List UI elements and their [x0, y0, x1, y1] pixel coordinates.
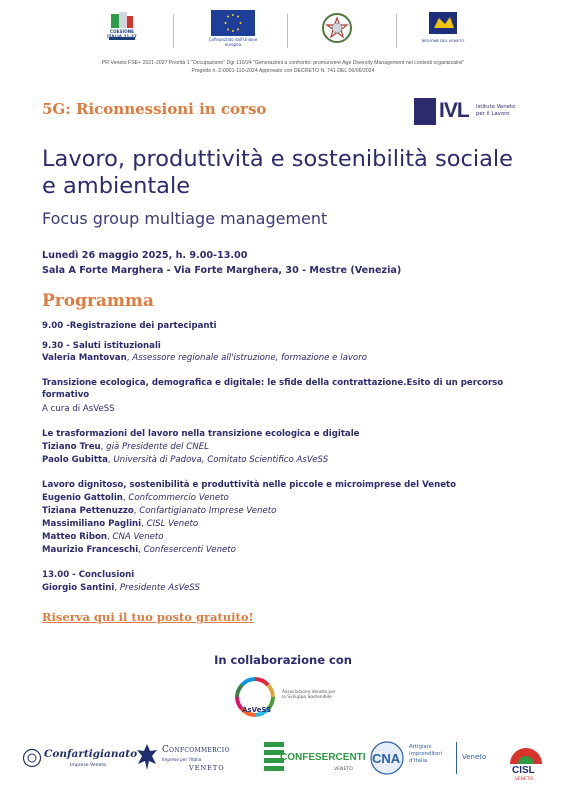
speaker: Giorgio Santini, Presidente AsVeSS: [42, 583, 200, 593]
confartigianato-sub: Imprese Veneto: [70, 763, 107, 768]
eu-text: Cofinanziato dall'Unione europea: [208, 37, 258, 47]
speaker: Tiziano Treu, già Presidente del CNEL: [42, 442, 209, 452]
asvess-name: AsVeSS: [242, 706, 272, 714]
header-divider: [173, 14, 174, 48]
program-item: [42, 377, 503, 389]
program-heading: Programma: [42, 291, 154, 311]
event-when: [42, 248, 401, 278]
cisl-name: CISL: [512, 765, 535, 776]
header-divider: [396, 14, 397, 48]
confcommercio-name: Confcommercio: [162, 745, 230, 755]
speaker-name: Tiziana Pettenuzzo: [42, 506, 134, 516]
item-text: Le trasformazioni del lavoro nella transizione ecologica e digitale: [42, 429, 360, 439]
confcommercio-sub: Imprese per l'Italia: [162, 757, 202, 762]
speaker-role: CNA Veneto: [112, 532, 164, 542]
item-text: Lavoro dignitoso, sostenibilità e produttività nelle piccole e microimprese del Veneto: [42, 480, 457, 490]
regione-veneto-logo: [421, 10, 465, 48]
ivl-logo-mark: IVL: [439, 99, 469, 122]
speaker-name: Matteo Ribon: [42, 532, 108, 542]
coesione-text: COESIONE ITALIA 21-27: [107, 29, 137, 39]
confesercenti-sub: VENETO: [334, 767, 353, 772]
speaker-role: Presidente AsVeSS: [119, 583, 200, 593]
cna-sub: Artigiani Imprenditori d'Italia: [409, 744, 443, 764]
coesione-italia-logo: [103, 10, 141, 48]
confartigianato-logo: [22, 746, 138, 774]
program-item: [42, 320, 217, 332]
reserve-link-text[interactable]: Riserva qui il tuo posto gratuito: [42, 610, 249, 624]
item-text: 9.30 - Saluti istituzionali: [42, 341, 161, 351]
cna-logo: [368, 740, 498, 778]
cna-region: Veneto: [462, 753, 487, 761]
veneto-text: REGIONE DEL VENETO: [421, 38, 465, 43]
program-item: [42, 340, 161, 352]
series-title: 5G: Riconnessioni in corso: [42, 100, 267, 118]
confesercenti-name: CONFESERCENTI: [280, 752, 366, 763]
cna-divider: [456, 742, 457, 774]
cisl-sub: VENETO: [515, 777, 533, 782]
confartigianato-name: Confartigianato: [44, 748, 138, 760]
collaboration-heading: In collaborazione con: [214, 653, 352, 667]
speaker: Eugenio Gattolin, Confcommercio Veneto: [42, 493, 229, 503]
speaker-role: Confartigianato Imprese Veneto: [139, 506, 277, 516]
eu-flag-logo: [208, 10, 258, 48]
speaker: Valeria Mantovan, Assessore regionale all'istruzione, formazione e lavoro: [42, 353, 367, 363]
speaker: Massimiliano Paglini, CISL Veneto: [42, 519, 199, 529]
speaker-name: Paolo Gubitta: [42, 455, 108, 465]
ivl-logo: [414, 98, 524, 125]
speaker-name: Maurizio Franceschi: [42, 545, 139, 555]
program-item: [42, 569, 134, 581]
confcommercio-region: VENETO: [189, 764, 225, 772]
program-item: [42, 403, 115, 415]
speaker-role: Confesercenti Veneto: [143, 545, 236, 555]
reserve-suffix: !: [248, 610, 254, 624]
item-text: formativo: [42, 390, 90, 400]
item-text: 13.00 - Conclusioni: [42, 570, 135, 580]
speaker: Tiziana Pettenuzzo, Confartigianato Imprese Veneto: [42, 506, 277, 516]
cna-name: CNA: [372, 751, 401, 766]
page-title: Lavoro, produttività e sostenibilità sociale e ambientale: [42, 146, 513, 199]
page-subtitle: Focus group multiage management: [42, 209, 328, 228]
cisl-emblem-icon: [506, 734, 546, 766]
funding-line-1: PR Veneto FSE+ 2021-2027 Priorità 1 "Occupazione" Dgr 110/24 "Generazioni a confronto: promuovere Age Diversity Management nei contesti organizzativi": [101, 60, 465, 66]
speaker-name: Massimiliano Paglini: [42, 519, 142, 529]
program-item: [42, 479, 456, 491]
item-by: A cura di AsVeSS: [42, 404, 115, 414]
asvess-sub: Associazione Veneta per lo Sviluppo Sostenibile: [282, 690, 336, 701]
speaker: Paolo Gubitta, Università di Padova, Comitato Scientifico AsVeSS: [42, 455, 329, 465]
reserve-seat-link[interactable]: [42, 610, 254, 624]
funding-line-2: Progetto n. 2-0001-110-2024 Approvato con DECRETO N. 741 DEL 06/06/2024: [191, 68, 375, 74]
cisl-logo: [506, 734, 546, 782]
ivl-logo-box: [414, 98, 436, 125]
confcommercio-eagle-icon: [135, 742, 159, 772]
confesercenti-logo: [262, 740, 366, 778]
header-divider: [287, 14, 288, 48]
confartigianato-emblem-icon: [22, 748, 42, 768]
program-item: [42, 428, 360, 440]
place-line: Sala A Forte Marghera - Via Forte Marghera, 30 - Mestre (Venezia): [42, 265, 402, 276]
italian-republic-emblem: [320, 10, 354, 48]
speaker-role: Assessore regionale all'istruzione, formazione e lavoro: [132, 353, 367, 363]
speaker-name: Tiziano Treu: [42, 442, 101, 452]
speaker-role: Università di Padova, Comitato Scientifico AsVeSS: [113, 455, 329, 465]
date-line: Lunedì 26 maggio 2025, h. 9.00-13.00: [42, 250, 248, 261]
speaker-role: già Presidente del CNEL: [106, 442, 209, 452]
speaker: Matteo Ribon, CNA Veneto: [42, 532, 164, 542]
item-text: Transizione ecologica, demografica e digitale: le sfide della contrattazione.Esito di un percorso: [42, 378, 504, 388]
program-item: [42, 389, 89, 401]
item-text: 9.00 -Registrazione dei partecipanti: [42, 321, 217, 331]
speaker-role: CISL Veneto: [146, 519, 199, 529]
asvess-logo: [232, 675, 342, 719]
speaker: Maurizio Franceschi, Confesercenti Veneto: [42, 545, 236, 555]
confcommercio-logo: [135, 740, 255, 776]
speaker-name: Valeria Mantovan: [42, 353, 127, 363]
speaker-role: Confcommercio Veneto: [128, 493, 229, 503]
speaker-name: Giorgio Santini: [42, 583, 115, 593]
speaker-name: Eugenio Gattolin: [42, 493, 123, 503]
ivl-logo-text: Istituto Veneto per il Lavoro: [476, 104, 516, 117]
